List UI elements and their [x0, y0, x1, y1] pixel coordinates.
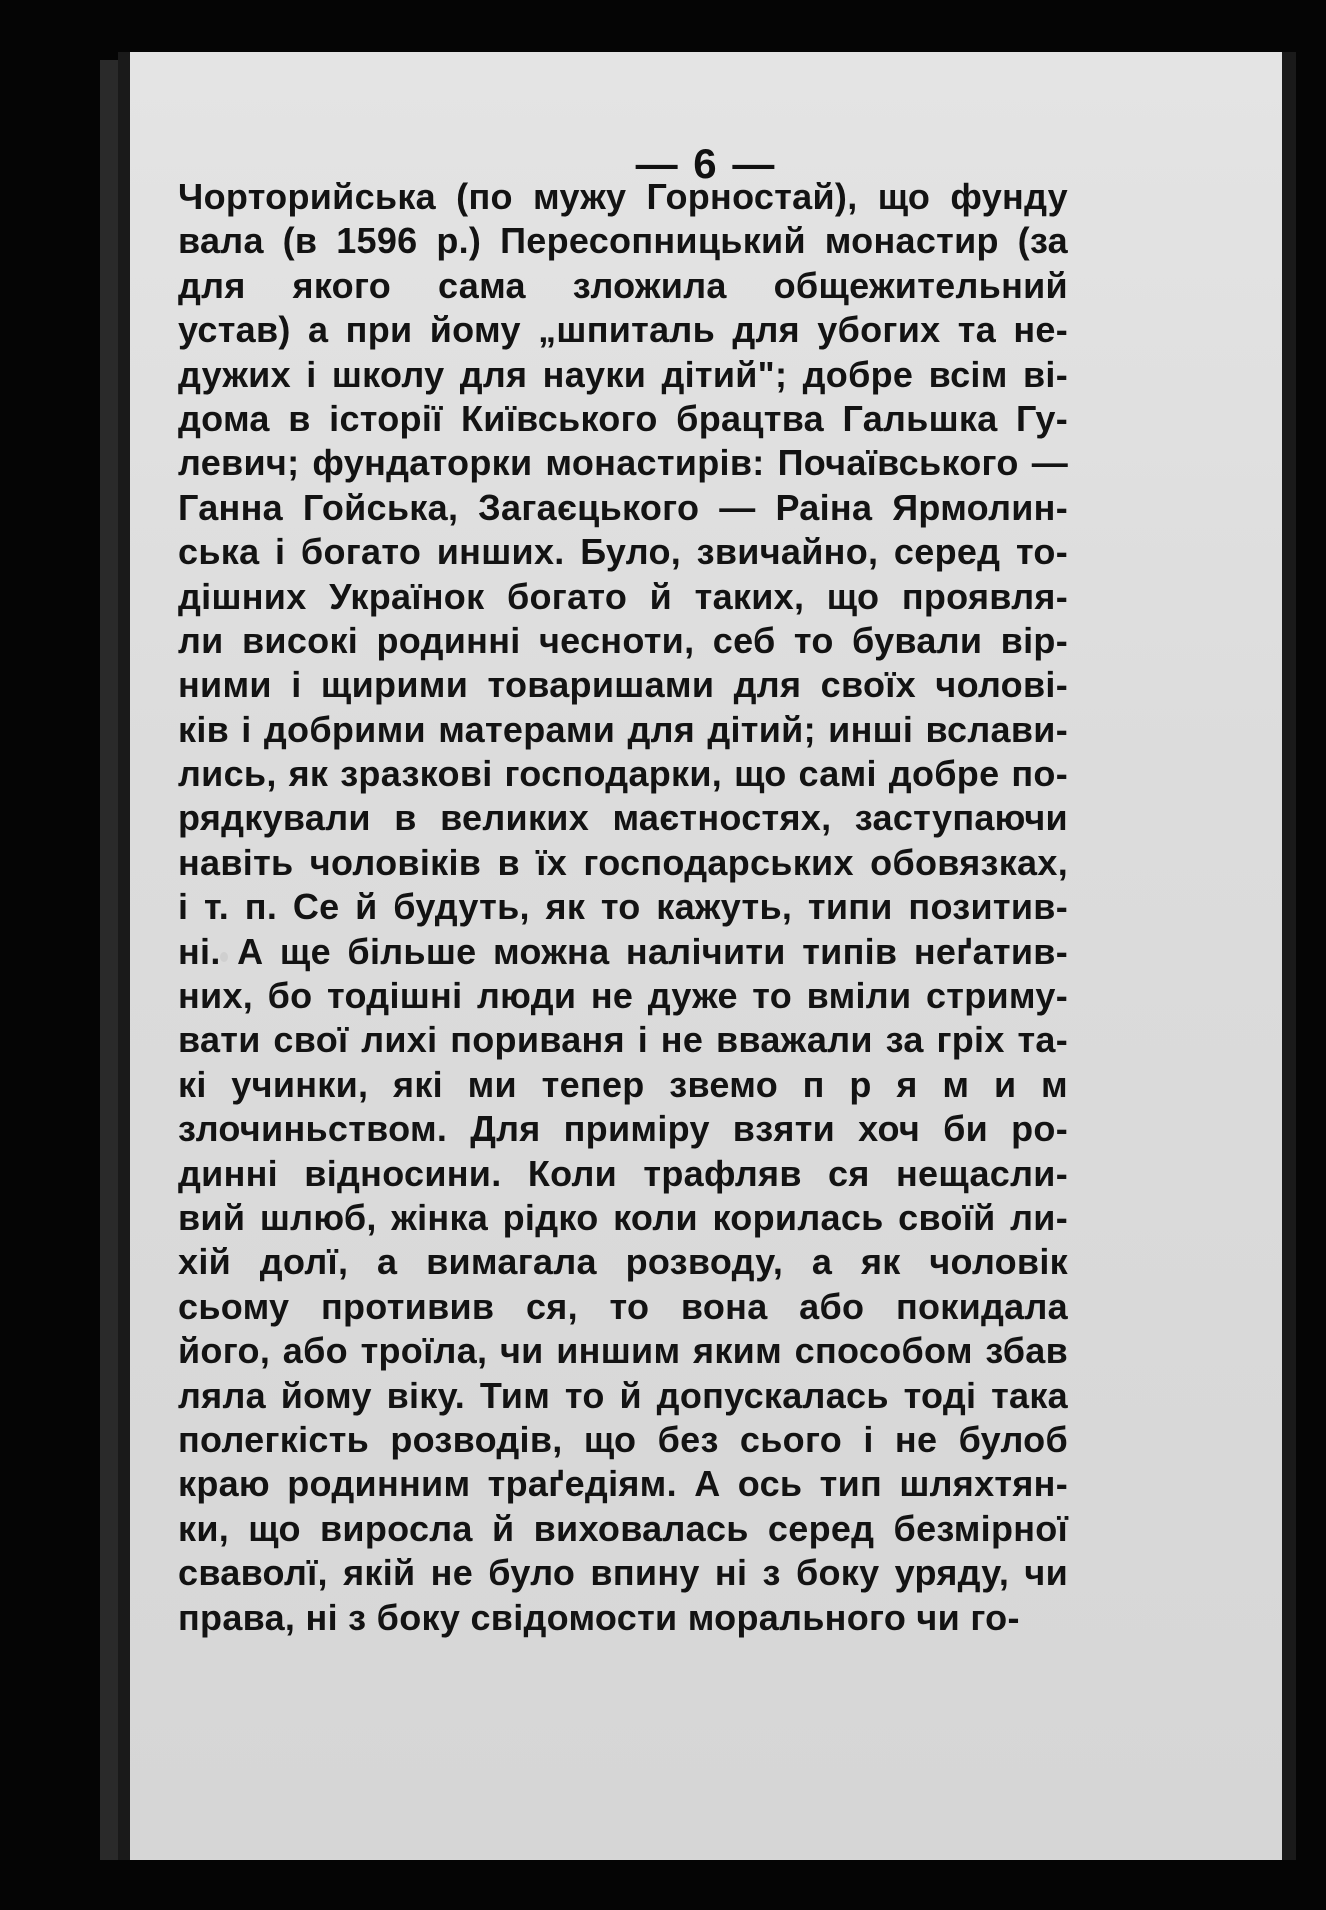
text-line: хій долї, а вимагала розводу, а як чоловік — [178, 1241, 1068, 1283]
text-line: ні. А ще більше можна налічити типів неґатив- — [178, 930, 1068, 972]
body-text — [178, 175, 1068, 1640]
text-line: дужих і школу для науки дітий"; добре всім ві- — [178, 353, 1068, 395]
text-line: краю родинним траґедіям. А ось тип шляхтян- — [178, 1463, 1068, 1505]
text-line: полегкість розводів, що без сього і не булоб — [178, 1418, 1068, 1460]
text-line: Чорторийська (по мужу Горностай), що фунду — [178, 176, 1068, 217]
text-line: сьому противив ся, то вона або покидала — [178, 1285, 1068, 1327]
text-line: вати свої лихі пориваня і не вважали за гріх та- — [178, 1019, 1068, 1061]
text-line: вала (в 1596 р.) Пересопницький монастир (за — [178, 220, 1068, 262]
text-line: ська і богато инших. Було, звичайно, серед то- — [178, 531, 1068, 573]
text-line: і т. п. Се й будуть, як то кажуть, типи позитив- — [178, 886, 1068, 928]
scan-top-noise — [60, 0, 1160, 40]
text-line: злочиньством. Для приміру взяти хоч би ро- — [178, 1108, 1068, 1150]
text-line: навіть чоловіків в їх господарських обовязках, — [178, 841, 1068, 883]
text-line: лись, як зразкові господарки, що самі добре по- — [178, 753, 1068, 795]
text-line: ляла йому віку. Тим то й допускалась тоді така — [178, 1374, 1068, 1416]
text-line: Ганна Гойська, Загаєцького — Раіна Ярмолин- — [178, 486, 1068, 528]
text-line: устав) а при йому „шпиталь для убогих та не- — [178, 309, 1068, 351]
text-line: для якого сама зложила общежительний — [178, 264, 1068, 306]
text-line: дома в історії Київського брацтва Гальшка Гу- — [178, 397, 1068, 439]
text-line: дішних Українок богато й таких, що проявля- — [178, 575, 1068, 617]
text-line: ків і добрими матерами для дітий; инші вслави- — [178, 708, 1068, 750]
text-line: ли високі родинні чесноти, себ то бували вір- — [178, 619, 1068, 661]
text-line: них, бо тодішні люди не дуже то вміли стриму- — [178, 975, 1068, 1017]
text-line: вий шлюб, жінка рідко коли корилась своїй ли- — [178, 1196, 1068, 1238]
text-line: ки, що виросла й виховалась серед безмірної — [178, 1507, 1068, 1549]
text-line: левич; фундаторки монастирів: Почаївського — — [178, 442, 1068, 484]
text-line: кі учинки, які ми тепер звемо п р я м и м — [178, 1063, 1068, 1105]
text-line: динні відносини. Коли трафляв ся нещасли- — [178, 1152, 1068, 1194]
text-line: рядкували в великих маєтностях, заступаючи — [178, 797, 1068, 839]
text-line: ними і щирими товаришами для своїх чолові- — [178, 664, 1068, 706]
text-line: його, або троїла, чи иншим яким способом збав — [178, 1330, 1068, 1372]
text-line: сваволї, якій не було впину ні з боку уряду, чи — [178, 1552, 1068, 1594]
page-number: — 6 — — [635, 140, 777, 187]
text-line: права, ні з боку свідомости морального чи го- — [178, 1596, 1020, 1638]
